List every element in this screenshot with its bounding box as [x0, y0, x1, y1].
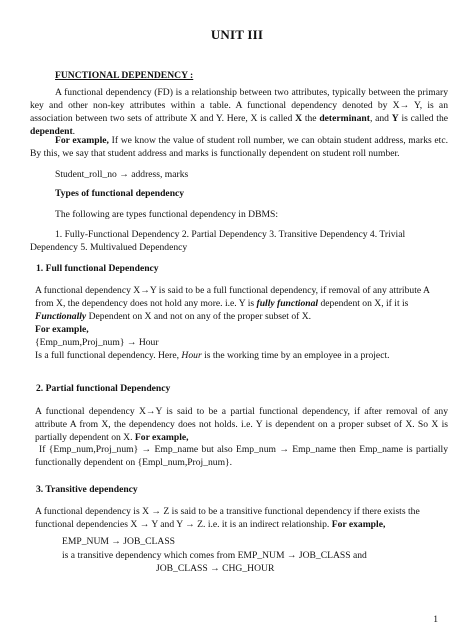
partial-example-paragraph: If {Emp_num,Proj_num} → Emp_name but also Emp_num → Emp_name then Emp_name is partially functionally dependent on {Empl_num,Proj_num}. — [35, 444, 448, 469]
partial-dependency-heading: 2. Partial functional Dependency — [36, 383, 171, 394]
student-roll-line: Student_roll_no → address, marks — [55, 169, 189, 180]
intro-paragraph: A functional dependency (FD) is a relationship between two attributes, typically between the primary key and other non-key attributes within a table. A functional dependency denoted by X→ Y, is an association between two sets of attribute X and Y. Here, X is called X the determinant, and Y is called the dependent. — [30, 87, 448, 138]
page-number: 1 — [433, 614, 438, 625]
fd-heading: FUNCTIONAL DEPENDENCY : — [55, 70, 194, 81]
transitive-paragraph: A functional dependency is X → Z is said to be a transitive functional dependency if there exists the functional dependencies X → Y and Y → Z. i.e. it is an indirect relationship. For example, — [35, 506, 420, 531]
partial-dependency-paragraph: A functional dependency X→Y is said to be a partial functional dependency, if after removal of any attribute A from X, the dependency does not holds. i.e. Y is dependent on a proper subset of X. So X is partially dependent on X. For example, — [35, 406, 448, 444]
transitive-example-line-1: EMP_NUM → JOB_CLASS — [62, 536, 176, 547]
example-paragraph: For example, If we know the value of student roll number, we can obtain student address, marks etc. By this, we say that student address and marks is functionally dependent on student roll number. — [30, 135, 448, 160]
types-intro: The following are types functional dependency in DBMS: — [55, 209, 279, 220]
full-example-label: For example, — [35, 324, 89, 335]
full-example-line: {Emp_num,Proj_num} → Hour — [35, 337, 159, 348]
types-list: 1. Fully-Functional Dependency 2. Partial Dependency 3. Transitive Dependency 4. Trivial Dependency 5. Multivalued Dependency — [30, 229, 406, 254]
transitive-example-line-3: JOB_CLASS → CHG_HOUR — [156, 563, 275, 574]
transitive-dependency-heading: 3. Transitive dependency — [36, 484, 138, 495]
arrow-icon: → — [145, 406, 156, 417]
types-heading: Types of functional dependency — [55, 188, 185, 199]
arrow-icon: → — [140, 285, 150, 296]
full-example-explanation: Is a full functional dependency. Here, Hour is the working time by an employee in a project. — [35, 350, 390, 361]
transitive-example-line-2: is a transitive dependency which comes from EMP_NUM → JOB_CLASS and — [62, 550, 367, 561]
full-dependency-paragraph: A functional dependency X→Y is said to be a full functional dependency, if removal of any attribute A from X, the dependency does not hold any more. i.e. Y is fully functional dependent on X, if it is Functionally Dependent on X and not on any of the proper subset of X. — [35, 285, 430, 323]
page-title: UNIT III — [210, 27, 264, 42]
full-dependency-heading: 1. Full functional Dependency — [36, 263, 159, 274]
